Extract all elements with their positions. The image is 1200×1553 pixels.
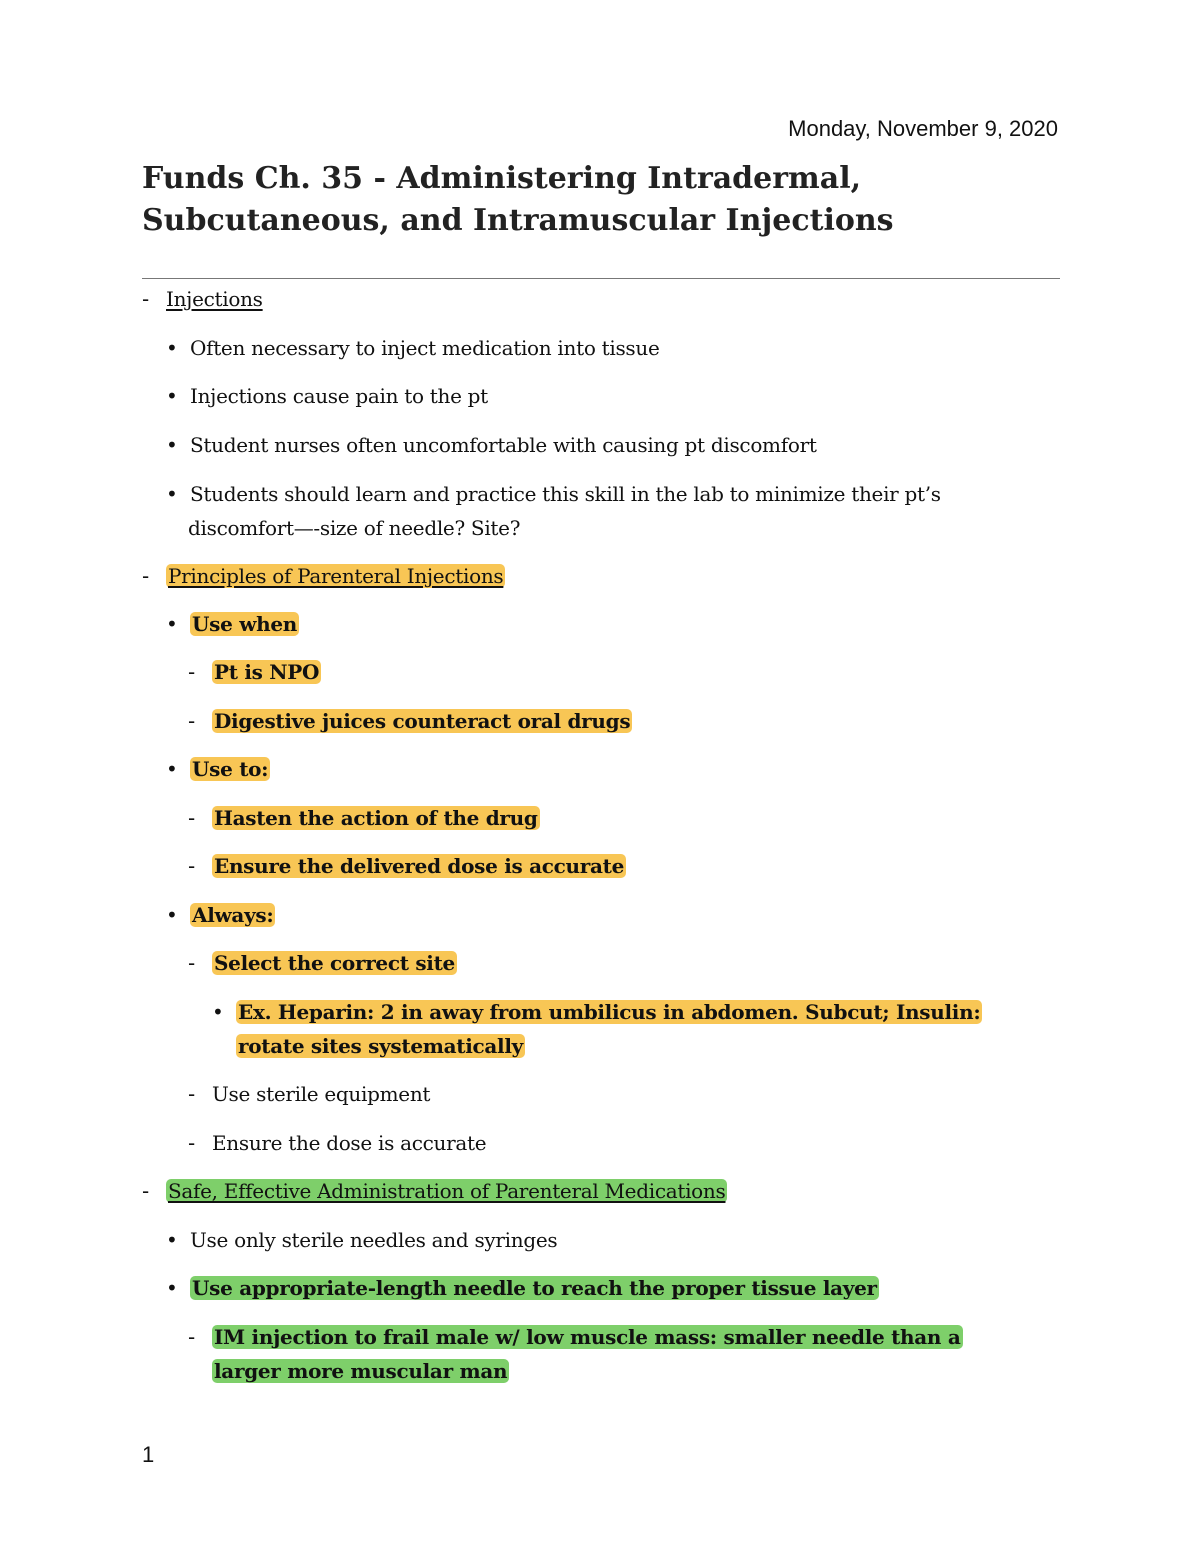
list-item-text: Injections cause pain to the pt [190,384,488,408]
list-item-text: Select the correct site [214,951,455,975]
dash-marker: - [142,287,149,311]
list-item-text: Use sterile equipment [212,1082,431,1106]
list-item-continuation [236,1029,525,1063]
list-item-text: Always: [192,903,274,927]
list-item [166,898,275,932]
dash-marker: - [188,1082,195,1106]
bullet-marker: • [166,903,178,927]
bullet-marker: • [166,384,178,408]
list-item-continuation [212,1354,509,1388]
list-item-text: Use appropriate-length needle to reach the proper tissue layer [192,1276,877,1300]
list-item-text: Student nurses often uncomfortable with causing pt discomfort [190,433,817,457]
dash-marker: - [188,951,195,975]
list-item-text: larger more muscular man [214,1359,508,1383]
list-item-text: rotate sites systematically [238,1034,523,1058]
page-number: 1 [142,1442,155,1467]
list-item-text: Hasten the action of the drug [214,806,538,830]
document-date: Monday, November 9, 2020 [788,116,1058,141]
bullet-marker: • [166,433,178,457]
list-item [188,946,457,980]
bullet-marker: • [166,757,178,781]
page-title: Funds Ch. 35 - Administering Intradermal, Subcutaneous, and Intramuscular Injections [142,161,894,238]
list-item-text: Ex. Heparin: 2 in away from umbilicus in abdomen. Subcut; Insulin: [238,1000,981,1024]
list-item-text: Often necessary to inject medication into tissue [190,336,660,360]
list-item [188,849,626,883]
list-item-text: Ensure the delivered dose is accurate [214,854,625,878]
section-safe-administration [142,1174,727,1208]
list-item [188,1320,963,1354]
dash-marker: - [188,660,195,684]
dash-marker: - [188,709,195,733]
list-item-text: Pt is NPO [214,660,320,684]
section-heading: Principles of Parenteral Injections [168,564,504,588]
list-item [166,379,488,413]
list-item-text: Use to: [192,757,269,781]
list-item [188,801,540,835]
list-item [188,1126,486,1160]
list-item [188,655,321,689]
section-heading: Safe, Effective Administration of Parenteral Medications [168,1179,726,1203]
list-item [188,704,632,738]
list-item-text: Use only sterile needles and syringes [190,1228,558,1252]
list-item [166,1271,879,1305]
bullet-marker: • [166,482,178,506]
dash-marker: - [188,1131,195,1155]
list-item [166,428,817,462]
list-item [166,1223,557,1257]
list-item [166,477,941,511]
list-item-continuation: discomfort—-size of needle? Site? [188,516,521,540]
dash-marker: - [188,854,195,878]
title-divider [142,278,1060,279]
dash-marker: - [188,806,195,830]
bullet-marker: • [166,612,178,636]
list-item [166,331,660,365]
list-item [166,752,270,786]
section-injections [142,282,263,316]
dash-marker: - [142,1179,149,1203]
bullet-marker: • [212,1000,224,1024]
section-principles [142,559,505,593]
list-item-text: Students should learn and practice this skill in the lab to minimize their pt’s [190,482,941,506]
list-item-text: Use when [192,612,298,636]
list-item [188,1077,430,1111]
bullet-marker: • [166,336,178,360]
dash-marker: - [188,1325,195,1349]
bullet-marker: • [166,1228,178,1252]
list-item-text: IM injection to frail male w/ low muscle mass: smaller needle than a [214,1325,961,1349]
list-item [212,995,982,1029]
list-item-text: Ensure the dose is accurate [212,1131,487,1155]
dash-marker: - [142,564,149,588]
bullet-marker: • [166,1276,178,1300]
section-heading: Injections [166,287,263,311]
list-item-text: Digestive juices counteract oral drugs [214,709,631,733]
list-item [166,607,299,641]
